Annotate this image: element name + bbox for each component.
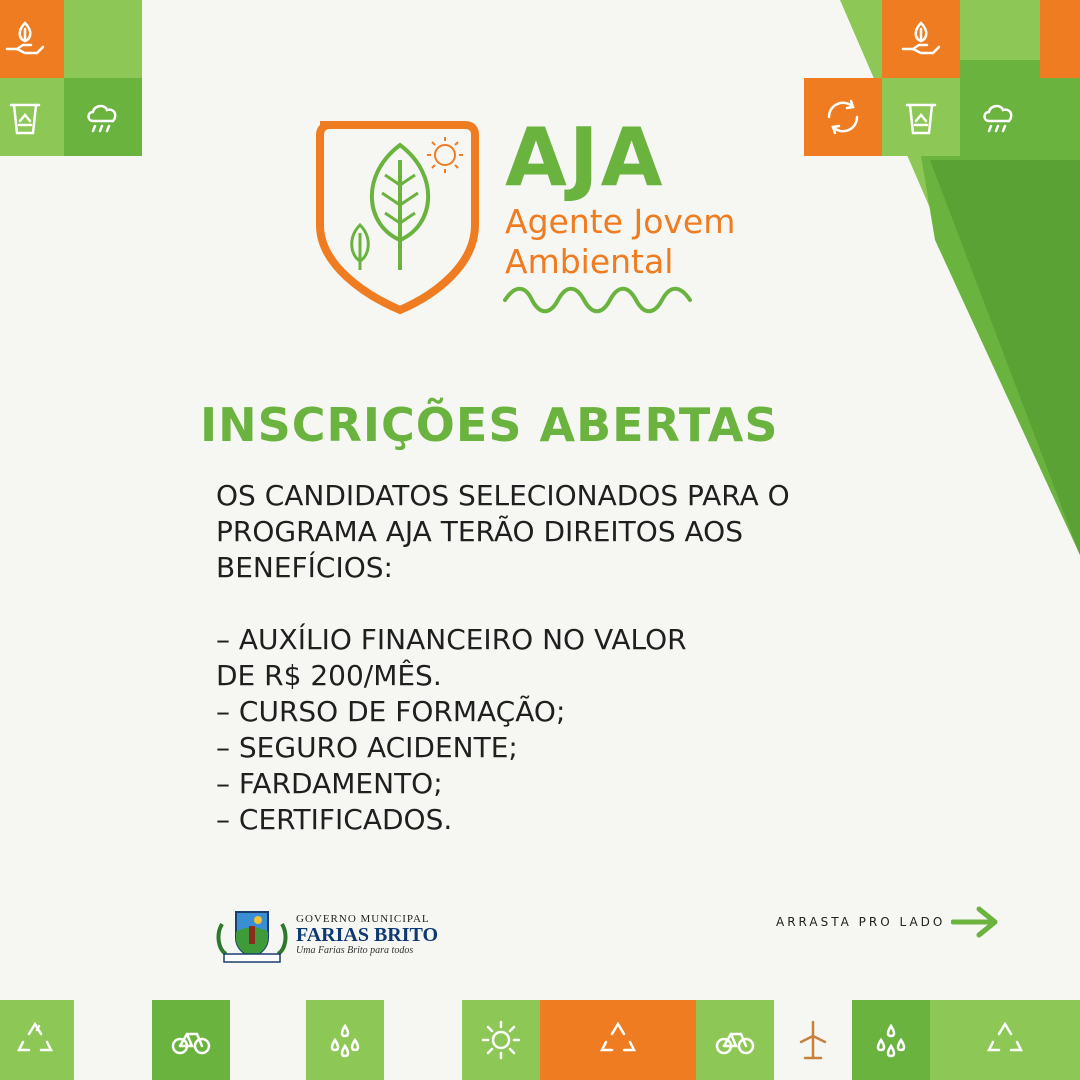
wind-turbine-icon	[791, 1018, 835, 1062]
recycle-triangle-icon	[13, 1018, 57, 1062]
swipe-next-button[interactable]	[776, 905, 999, 939]
water-drops-icon	[869, 1018, 913, 1062]
swipe-label: ARRASTA PRO LADO	[776, 915, 946, 929]
tile-hand-leaf	[0, 0, 64, 78]
tile-blank	[64, 0, 142, 78]
tile-bicycle	[152, 1000, 230, 1080]
benefit-item: DE R$ 200/MÊS.	[216, 659, 442, 692]
rain-cloud-icon	[81, 95, 125, 139]
gov-name: FARIAS BRITO	[296, 923, 439, 946]
body-text	[216, 478, 896, 838]
tile-sun	[462, 1000, 540, 1080]
recycle-cycle-icon	[821, 95, 865, 139]
wave-decoration	[500, 285, 700, 315]
coat-of-arms-icon	[214, 904, 290, 964]
rain-cloud-icon	[977, 95, 1021, 139]
tile-rain-cloud-right	[960, 78, 1038, 156]
benefit-item: – SEGURO ACIDENTE;	[216, 731, 518, 764]
tile-recycle-bin	[0, 78, 64, 156]
brand-name	[505, 202, 735, 282]
tile-recycle-triangle	[0, 1000, 74, 1080]
aja-logo-shield	[310, 115, 485, 315]
brand-name-line2: Ambiental	[505, 242, 674, 281]
gov-tagline: Uma Farias Brito para todos	[296, 944, 414, 956]
intro-line: PROGRAMA AJA TERÃO DIREITOS AOS	[216, 515, 743, 548]
benefit-item: – CURSO DE FORMAÇÃO;	[216, 695, 566, 728]
tile-recycle-end	[930, 1000, 1080, 1080]
intro-line: OS CANDIDATOS SELECIONADOS PARA O	[216, 479, 790, 512]
bicycle-icon	[713, 1018, 757, 1062]
brand-name-line1: Agente Jovem	[505, 202, 736, 241]
tile-hand-leaf-right	[882, 0, 960, 78]
benefit-item: – FARDAMENTO;	[216, 767, 443, 800]
hand-leaf-icon	[899, 17, 943, 61]
recycle-bin-icon	[899, 95, 943, 139]
benefit-item: – CERTIFICADOS.	[216, 803, 453, 836]
arrow-right-icon	[951, 905, 999, 939]
benefit-item: – AUXÍLIO FINANCEIRO NO VALOR	[216, 623, 687, 656]
tile-orange-corner	[1040, 0, 1080, 78]
intro-line: BENEFÍCIOS:	[216, 551, 393, 584]
water-drops-icon	[323, 1018, 367, 1062]
recycle-triangle-icon	[983, 1018, 1027, 1062]
tile-water-drops	[306, 1000, 384, 1080]
tile-rain-cloud	[64, 78, 142, 156]
brand-acronym: AJA	[505, 111, 665, 204]
recycle-triangle-icon	[596, 1018, 640, 1062]
tile-gap	[74, 1000, 152, 1080]
recycle-bin-icon	[3, 95, 47, 139]
tile-bicycle-2	[696, 1000, 774, 1080]
tile-recycle-cycle	[804, 78, 882, 156]
headline: INSCRIÇÕES ABERTAS	[200, 398, 779, 452]
government-logo	[214, 904, 438, 964]
bicycle-icon	[169, 1018, 213, 1062]
tile-recycle-bin-right	[882, 78, 960, 156]
tile-wind-turbine	[774, 1000, 852, 1080]
gov-line1: GOVERNO MUNICIPAL	[296, 912, 430, 925]
tile-recycle-orange	[540, 1000, 696, 1080]
tile-water-drops-2	[852, 1000, 930, 1080]
sun-icon	[479, 1018, 523, 1062]
hand-leaf-icon	[3, 17, 47, 61]
